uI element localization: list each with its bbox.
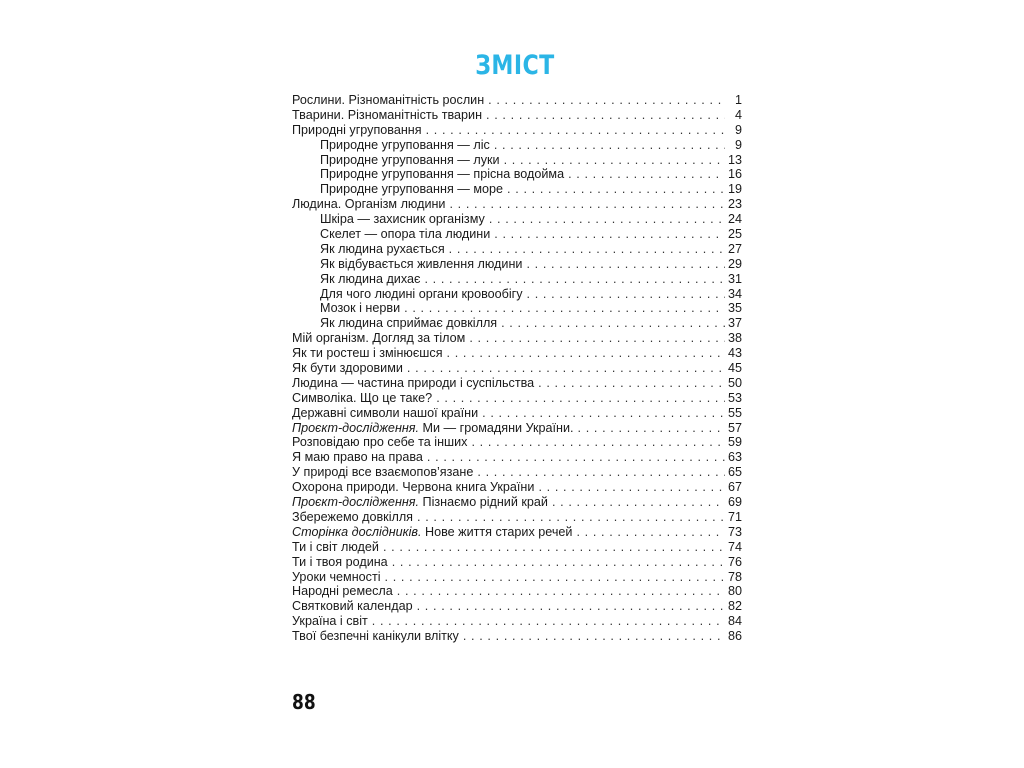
toc-entry-label-text: Людина — частина природи і суспільства bbox=[292, 375, 535, 390]
toc-entry-label bbox=[320, 212, 485, 227]
toc-entry-page: 86 bbox=[727, 629, 742, 644]
toc-entry-page: 82 bbox=[727, 599, 742, 614]
toc-entry-label bbox=[320, 287, 523, 302]
toc-entry bbox=[292, 629, 742, 644]
toc-entry-label bbox=[292, 570, 381, 585]
dot-leader bbox=[407, 361, 725, 376]
dot-leader bbox=[436, 391, 725, 406]
toc-entry-label-text: Народні ремесла bbox=[292, 584, 393, 599]
toc-entry-label bbox=[292, 510, 413, 525]
toc-entry-label-text: Природне угруповання — прісна водойма bbox=[320, 167, 565, 182]
toc-entry-page: 73 bbox=[727, 524, 742, 539]
toc-entry-label bbox=[292, 346, 443, 361]
dot-leader bbox=[417, 599, 725, 614]
toc-entry-label-text: Рослини. Різноманітність рослин bbox=[292, 93, 485, 107]
toc-entry-label-text: Збережемо довкілля bbox=[292, 509, 414, 524]
toc-entry-label bbox=[292, 450, 423, 465]
toc-entry-page: 43 bbox=[727, 346, 742, 361]
toc-entry-page: 27 bbox=[727, 241, 742, 256]
toc-entry-label bbox=[292, 421, 574, 436]
toc-entry-label-text: Розповідаю про себе та інших bbox=[292, 435, 468, 450]
toc-entry-label-text: Уроки чемності bbox=[292, 569, 381, 584]
toc-entry-page: 34 bbox=[727, 286, 742, 301]
dot-leader bbox=[383, 540, 725, 555]
toc-entry bbox=[292, 108, 742, 123]
dot-leader bbox=[471, 435, 725, 450]
dot-leader bbox=[488, 93, 725, 108]
toc-entry-label bbox=[292, 197, 445, 212]
dot-leader bbox=[426, 123, 725, 138]
toc-entry-page: 50 bbox=[727, 375, 742, 390]
toc-entry-label bbox=[292, 123, 422, 138]
dot-leader bbox=[449, 197, 725, 212]
toc-entry bbox=[292, 153, 742, 168]
toc-entry bbox=[292, 287, 742, 302]
toc-entry-label bbox=[320, 182, 503, 197]
dot-leader bbox=[449, 242, 725, 257]
toc-entry-page: 78 bbox=[727, 569, 742, 584]
toc-entry-label-italic: Проєкт-дослідження. bbox=[292, 420, 420, 435]
toc-entry bbox=[292, 584, 742, 599]
toc-entry-label bbox=[320, 167, 564, 182]
dot-leader bbox=[538, 376, 725, 391]
page-number: 88 bbox=[292, 690, 316, 714]
dot-leader bbox=[397, 584, 725, 599]
toc-entry bbox=[292, 331, 742, 346]
dot-leader bbox=[447, 346, 725, 361]
toc-entry-label-italic: Проєкт-дослідження. bbox=[292, 495, 420, 510]
toc-entry-page: 80 bbox=[727, 584, 742, 599]
toc-entry bbox=[292, 212, 742, 227]
toc-entry bbox=[292, 316, 742, 331]
toc-entry bbox=[292, 346, 742, 361]
toc-entry bbox=[292, 301, 742, 316]
toc-entry-page: 13 bbox=[727, 152, 742, 167]
toc-entry-page: 67 bbox=[727, 480, 742, 495]
toc-entry-page: 76 bbox=[727, 554, 742, 569]
toc-entry-label-text: Як бути здоровими bbox=[292, 361, 403, 376]
toc-entry bbox=[292, 361, 742, 376]
toc-entry-page: 57 bbox=[727, 420, 742, 435]
toc-entry-label bbox=[292, 525, 572, 540]
toc-entry-label bbox=[292, 629, 459, 644]
toc-entry-page: 74 bbox=[727, 539, 742, 554]
toc-entry-page: 55 bbox=[727, 405, 742, 420]
toc-entry-label-text: Я маю право на права bbox=[292, 450, 423, 465]
toc-entry bbox=[292, 257, 742, 272]
toc-entry bbox=[292, 93, 742, 108]
dot-leader bbox=[568, 167, 725, 182]
toc-entry-label bbox=[292, 93, 484, 108]
toc-entry-label-text: Природні угруповання bbox=[292, 122, 422, 137]
dot-leader bbox=[486, 108, 725, 123]
toc-entry bbox=[292, 540, 742, 555]
toc-entry-label-text: Як ти ростеш і змінюєшся bbox=[292, 346, 443, 361]
toc-entry-label bbox=[292, 540, 379, 555]
toc-entry-page: 45 bbox=[727, 361, 742, 376]
toc-entry-label bbox=[292, 584, 393, 599]
toc-entry-label bbox=[320, 316, 497, 331]
toc-entry bbox=[292, 138, 742, 153]
toc-entry-label-text: Державні символи нашої країни bbox=[292, 405, 479, 420]
toc-entry-label bbox=[292, 495, 548, 510]
toc-entry-label bbox=[292, 361, 403, 376]
toc-entry-label-text: Святковий календар bbox=[292, 599, 413, 614]
toc-entry-page: 59 bbox=[727, 435, 742, 450]
toc-entry-label-text: Природне угруповання — луки bbox=[320, 152, 500, 167]
dot-leader bbox=[427, 450, 725, 465]
toc-entry-label bbox=[292, 391, 432, 406]
toc-entry-page: 38 bbox=[727, 331, 742, 346]
toc-entry-label-text: Як людина рухається bbox=[320, 241, 445, 256]
toc-entry bbox=[292, 480, 742, 495]
toc-entry-page: 37 bbox=[727, 316, 742, 331]
toc-entry-label-text: Україна і світ bbox=[292, 614, 368, 629]
toc-entry-label bbox=[292, 108, 482, 123]
toc-entry bbox=[292, 570, 742, 585]
toc-entry-page: 9 bbox=[734, 122, 742, 137]
dot-leader bbox=[507, 182, 725, 197]
toc-entry-page: 29 bbox=[727, 256, 742, 271]
dot-leader bbox=[552, 495, 725, 510]
toc-entry-page: 35 bbox=[727, 301, 742, 316]
toc-entry bbox=[292, 599, 742, 614]
toc-entry-label-text: Шкіра — захисник організму bbox=[320, 212, 485, 227]
dot-leader bbox=[477, 465, 725, 480]
toc-entry bbox=[292, 450, 742, 465]
toc-entry-page: 84 bbox=[727, 614, 742, 629]
toc-entry-label bbox=[292, 331, 465, 346]
toc-entry-label-text: Твої безпечні канікули влітку bbox=[292, 629, 459, 644]
toc-entry-page: 71 bbox=[727, 509, 742, 524]
toc-entry bbox=[292, 123, 742, 138]
dot-leader bbox=[494, 138, 725, 153]
toc-entry-page: 9 bbox=[734, 137, 742, 152]
toc-entry-label-text: Як людина сприймає довкілля bbox=[320, 316, 498, 331]
dot-leader bbox=[417, 510, 725, 525]
toc-entry bbox=[292, 391, 742, 406]
toc-entry-label-text: Пізнаємо рідний край bbox=[419, 495, 548, 510]
dot-leader bbox=[489, 212, 725, 227]
dot-leader bbox=[392, 555, 725, 570]
dot-leader bbox=[494, 227, 725, 242]
toc-entry-label bbox=[320, 257, 522, 272]
toc-entry bbox=[292, 167, 742, 182]
table-of-contents bbox=[292, 93, 742, 644]
page-title: ЗМІСТ bbox=[475, 50, 555, 81]
toc-entry-page: 16 bbox=[727, 167, 742, 182]
toc-entry-label bbox=[292, 465, 473, 480]
toc-entry-label-text: Людина. Організм людини bbox=[292, 197, 446, 212]
toc-entry bbox=[292, 465, 742, 480]
dot-leader bbox=[463, 629, 725, 644]
toc-entry-page: 65 bbox=[727, 465, 742, 480]
toc-entry-page: 24 bbox=[727, 212, 742, 227]
toc-entry-label-text: Скелет — опора тіла людини bbox=[320, 227, 491, 242]
toc-entry bbox=[292, 614, 742, 629]
dot-leader bbox=[527, 287, 725, 302]
toc-entry-page: 19 bbox=[727, 182, 742, 197]
toc-entry-page: 23 bbox=[727, 197, 742, 212]
toc-entry-label-text: У природі все взаємопов’язане bbox=[292, 465, 474, 480]
dot-leader bbox=[424, 272, 725, 287]
toc-entry-label-text: Ти і твоя родина bbox=[292, 554, 388, 569]
toc-entry bbox=[292, 435, 742, 450]
toc-entry bbox=[292, 272, 742, 287]
toc-entry-label bbox=[292, 435, 467, 450]
toc-entry-label-text: Тварини. Різноманітність тварин bbox=[292, 107, 483, 122]
toc-entry-label bbox=[292, 614, 368, 629]
toc-entry-label bbox=[292, 599, 413, 614]
toc-entry bbox=[292, 525, 742, 540]
toc-entry-label-text: Природне угруповання — ліс bbox=[320, 137, 490, 152]
toc-entry-page: 25 bbox=[727, 227, 742, 242]
toc-entry-label-text: Ти і світ людей bbox=[292, 539, 379, 554]
toc-entry bbox=[292, 182, 742, 197]
toc-entry-page: 63 bbox=[727, 450, 742, 465]
toc-entry-label bbox=[292, 406, 478, 421]
toc-entry-page: 53 bbox=[727, 390, 742, 405]
dot-leader bbox=[404, 301, 725, 316]
toc-entry-label-text: Символіка. Що це таке? bbox=[292, 390, 433, 405]
toc-entry-label bbox=[292, 376, 534, 391]
toc-entry-label bbox=[320, 301, 400, 316]
toc-entry-label-text: Для чого людині органи кровообігу bbox=[320, 286, 523, 301]
toc-entry bbox=[292, 227, 742, 242]
toc-entry-label bbox=[320, 138, 490, 153]
toc-entry-label bbox=[292, 480, 534, 495]
toc-entry bbox=[292, 197, 742, 212]
dot-leader bbox=[482, 406, 725, 421]
toc-entry bbox=[292, 406, 742, 421]
dot-leader bbox=[372, 614, 725, 629]
dot-leader bbox=[504, 153, 725, 168]
toc-entry bbox=[292, 510, 742, 525]
toc-entry-label-text: Ми — громадяни України. bbox=[419, 420, 574, 435]
toc-entry-label-text: Нове життя старих речей bbox=[421, 524, 573, 539]
toc-entry bbox=[292, 555, 742, 570]
toc-entry-label-text: Мозок і нерви bbox=[320, 301, 401, 316]
dot-leader bbox=[526, 257, 725, 272]
toc-entry bbox=[292, 376, 742, 391]
toc-entry bbox=[292, 495, 742, 510]
toc-entry-label bbox=[320, 242, 445, 257]
toc-entry-label-text: Природне угруповання — море bbox=[320, 182, 504, 197]
toc-entry-label bbox=[320, 227, 490, 242]
dot-leader bbox=[385, 570, 725, 585]
toc-entry-label-text: Мій організм. Догляд за тілом bbox=[292, 331, 466, 346]
dot-leader bbox=[578, 421, 725, 436]
toc-entry-page: 69 bbox=[727, 495, 742, 510]
toc-entry-label-text: Як людина дихає bbox=[320, 271, 421, 286]
toc-entry-page: 31 bbox=[727, 271, 742, 286]
toc-entry-page: 4 bbox=[734, 107, 742, 122]
dot-leader bbox=[576, 525, 725, 540]
toc-entry bbox=[292, 421, 742, 436]
dot-leader bbox=[469, 331, 725, 346]
toc-entry-label-text: Як відбувається живлення людини bbox=[320, 256, 523, 271]
toc-entry-page: 1 bbox=[734, 93, 742, 107]
toc-entry-label bbox=[320, 153, 500, 168]
toc-entry-label bbox=[292, 555, 388, 570]
toc-entry-label-text: Охорона природи. Червона книга України bbox=[292, 480, 535, 495]
toc-entry bbox=[292, 242, 742, 257]
dot-leader bbox=[501, 316, 725, 331]
dot-leader bbox=[538, 480, 725, 495]
book-page bbox=[245, 0, 785, 768]
toc-entry-label-italic: Сторінка дослідників. bbox=[292, 524, 422, 539]
toc-entry-label bbox=[320, 272, 420, 287]
